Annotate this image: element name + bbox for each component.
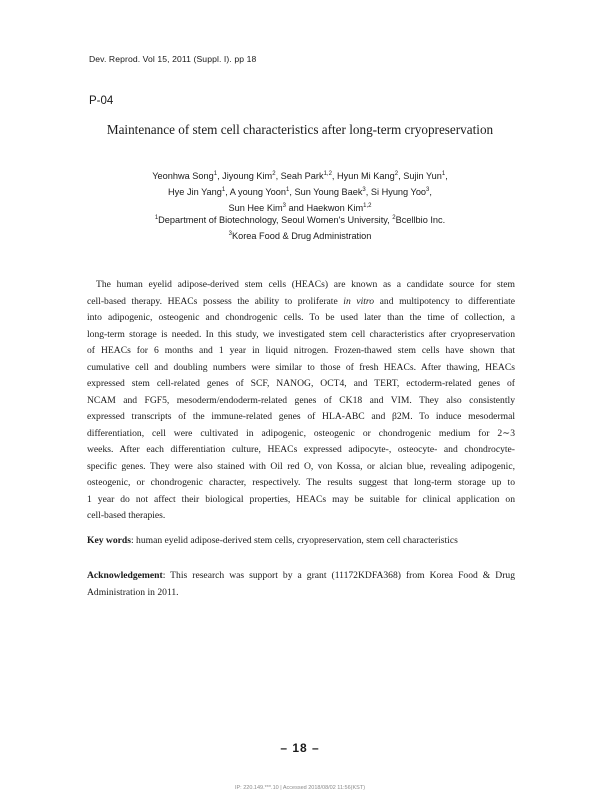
affiliation-number: 3: [228, 231, 232, 237]
author-affiliation: 3: [426, 187, 430, 193]
journal-header: Dev. Reprod. Vol 15, 2011 (Suppl. I). pp 18: [89, 54, 257, 64]
author-name: Sun Young Baek: [294, 187, 363, 197]
acknowledgement-text: : This research was support by a grant (11172KDFA368) from Korea Food & Drug: [162, 570, 515, 581]
author-name: Hyun Mi Kang: [337, 171, 395, 181]
abstract-line: [87, 294, 515, 311]
abstract-line: [87, 409, 515, 426]
author-affiliation: 1,2: [323, 171, 332, 177]
author-name: Jiyoung Kim: [222, 171, 273, 181]
affiliations: [0, 212, 600, 244]
page-number: – 18 –: [280, 741, 320, 755]
abstract-line: specific genes. They were also stained with Oil red O, von Kossa, or alcian blue, revealing adipogenic,: [87, 460, 515, 472]
acknowledgement-line: Administration in 2011.: [87, 586, 179, 598]
author-line-3: Sun Hee Kim$^3$ and Haekwon Kim$^{1,2}$: [228, 203, 372, 213]
abstract-line: of HEACs for 6 months and 1 year in liquid nitrogen. Frozen-thawed stem cells have shown that: [87, 345, 515, 356]
affiliation-text: Bcellbio Inc.: [395, 215, 446, 225]
author-affiliation: 3: [362, 187, 366, 193]
author-affiliation: 1: [221, 187, 226, 193]
abstract-line: NCAM and FGF5, mesoderm/endoderm-related genes of CK18 and VIM. They also consistently: [87, 394, 515, 406]
affiliation-line-2: [0, 228, 600, 244]
abstract-line: differentiation, cell were cultivated in adipogenic, osteogenic or chondrogenic medium for 2∼3: [87, 427, 515, 439]
abstract-line: weeks. After each differentiation culture, HEACs expressed adipocyte-, osteocyte- and chondrocyte-: [87, 444, 515, 455]
keywords-text: : human eyelid adipose-derived stem cells, cryopreservation, stem cell characteristics: [130, 535, 458, 546]
affiliation-text: Department of Biotechnology, Seoul Women's University,: [158, 215, 393, 225]
acknowledgement: [87, 568, 515, 601]
author-name: Seah Park: [280, 171, 324, 181]
author-name: A young Yoon: [229, 187, 287, 197]
acknowledgement-label: Acknowledgement: [87, 570, 163, 581]
affiliation-number: 2: [392, 215, 396, 221]
author-list: [0, 168, 600, 216]
abstract-line: long-term storage is needed. In this study, we investigated stem cell characteristics after cryopreservation: [87, 328, 515, 340]
abstract-symbol: β2M: [391, 411, 411, 422]
abstract-text: and multipotency to differentiate: [374, 295, 515, 307]
author-affiliation: 2: [394, 171, 399, 177]
abstract-line: cell-based therapies.: [87, 510, 166, 521]
keywords: [87, 533, 515, 550]
abstract-text: expressed transcripts of the immune-related genes of HLA-ABC and: [87, 411, 392, 422]
abstract-line: into adipogenic, osteogenic and chondrogenic cells. To be used later than the time of collection, a: [87, 312, 515, 323]
abstract-italic: in vitro: [343, 295, 375, 307]
author-affiliation: 1: [441, 171, 446, 177]
author-affiliation: 1,2: [363, 203, 372, 209]
abstract-line: 1 year do not affect their biological properties, HEACs may be suitable for clinical application on: [87, 493, 515, 505]
keywords-label: Key words: [87, 535, 131, 546]
acknowledgement-line: [87, 568, 515, 585]
author-affiliation: 2: [272, 171, 276, 177]
abstract: [87, 277, 515, 525]
author-affiliation: 1: [213, 171, 218, 177]
author-name: Hye Jin Yang: [168, 187, 222, 197]
access-footer: IP: 220.149.***.10 | Accessed 2018/08/02 11:56(KST): [234, 785, 366, 791]
abstract-text: cell-based therapy. HEACs possess the ability to proliferate: [87, 295, 344, 307]
author-name: Si Hyung Yoo: [370, 187, 427, 197]
author-line-1: Yeonhwa Song$^1$, Jiyoung Kim$^2$, Seah Park$^{1,2}$, Hyun Mi Kang$^2$, Sujin Yun$^1$,: [152, 171, 448, 181]
affiliation-number: 1: [154, 215, 159, 221]
author-name: Sun Hee Kim: [228, 203, 283, 213]
author-affiliation: 1: [286, 187, 290, 193]
abstract-line: osteogenic, or chondrogenic character, respectively. The results suggest that long-term storage up to: [87, 477, 515, 488]
affiliation-text: Korea Food & Drug Administration: [231, 231, 372, 241]
abstract-line: cumulative cell and doubling numbers were similar to those of fresh HEACs. After thawing, HEACs: [87, 361, 515, 373]
author-affiliation: 3: [282, 203, 286, 209]
paper-title: Maintenance of stem cell characteristics after long-term cryopreservation: [106, 122, 494, 137]
abstract-text: . To induce mesodermal: [410, 411, 515, 422]
author-name: Haekwon Kim: [306, 203, 364, 213]
abstract-line: expressed stem cell-related genes of SCF, NANOG, OCT4, and TERT, ectoderm-related genes of: [87, 378, 515, 389]
author-name: Yeonhwa Song: [152, 171, 214, 181]
affiliation-line-1: [0, 212, 600, 228]
author-name: Sujin Yun: [403, 171, 442, 181]
abstract-line: The human eyelid adipose-derived stem cells (HEACs) are known as a candidate source for stem: [96, 279, 515, 290]
author-line-2: Hye Jin Yang$^1$, A young Yoon$^1$, Sun Young Baek$^3$, Si Hyung Yoo$^3$,: [168, 187, 432, 197]
poster-id: P-04: [89, 95, 114, 107]
